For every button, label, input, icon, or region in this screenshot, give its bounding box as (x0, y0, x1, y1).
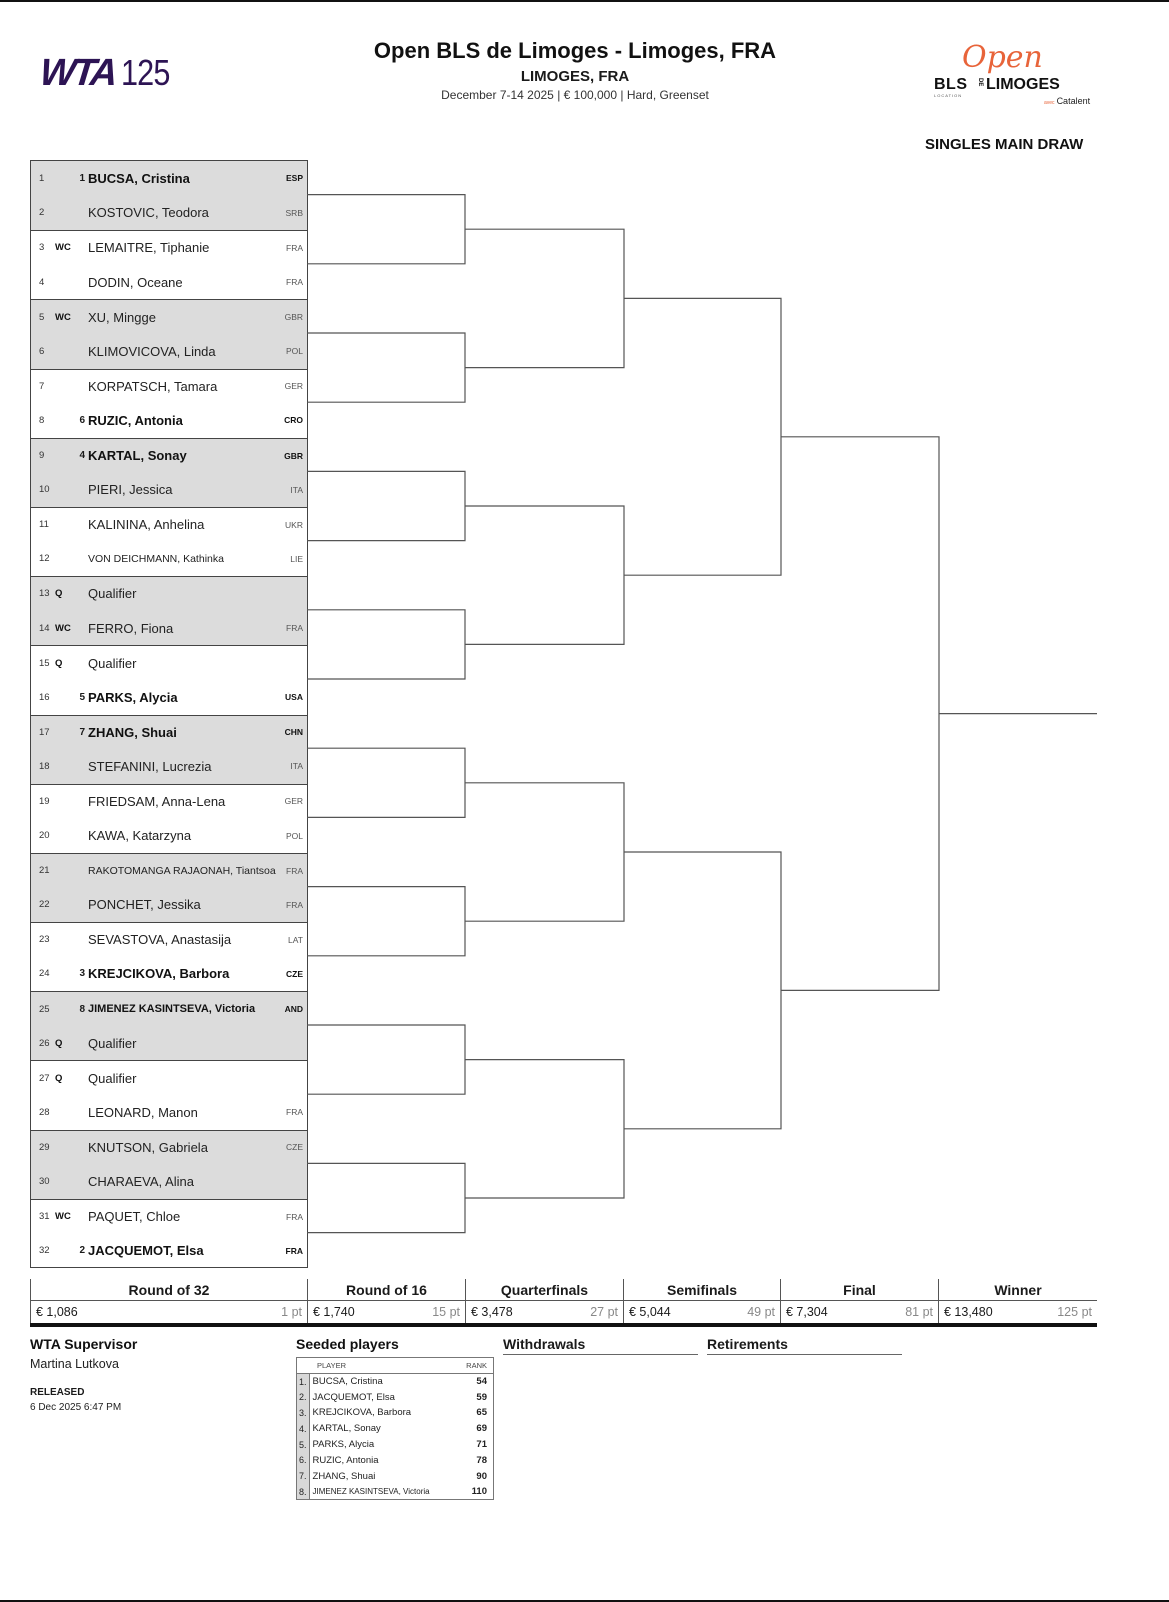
seed-number: 7 (79, 726, 85, 738)
draw-position: 15 (39, 657, 50, 669)
draw-position: 3 (39, 242, 45, 254)
round-label: Round of 16 (307, 1279, 465, 1300)
col-player: PLAYER (297, 1358, 461, 1374)
entry-tag: Q (55, 1037, 63, 1049)
col-rank: RANK (460, 1358, 493, 1374)
player-name: Qualifier (88, 655, 137, 671)
player-name: DODIN, Oceane (88, 274, 183, 290)
seed-index: 8. (297, 1484, 310, 1500)
logo-bls: BLS (934, 76, 968, 93)
round-prize-cell (623, 1301, 780, 1323)
draw-position: 1 (39, 172, 45, 184)
draw-position: 7 (39, 380, 45, 392)
draw-position: 5 (39, 311, 45, 323)
seed-number: 3 (79, 968, 85, 980)
player-name: Qualifier (88, 1070, 137, 1086)
player-nationality: FRA (286, 277, 303, 288)
seed-number: 4 (79, 450, 85, 462)
rounds-prize-table (30, 1279, 1097, 1327)
round-label: Quarterfinals (465, 1279, 623, 1300)
draw-position: 16 (39, 691, 50, 703)
seed-index: 5. (297, 1437, 310, 1453)
draw-position: 6 (39, 345, 45, 357)
seeded-player-row (297, 1405, 494, 1421)
seeded-players-heading: Seeded players (296, 1336, 399, 1352)
player-name: FRIEDSAM, Anna-Lena (88, 793, 226, 809)
seeded-player-name: KARTAL, Sonay (312, 1423, 381, 1435)
player-nationality: USA (285, 692, 303, 703)
seeded-player-name: KREJCIKOVA, Barbora (312, 1407, 412, 1419)
seed-number: 1 (79, 172, 85, 184)
wta-mark: WTA (37, 52, 117, 94)
seeded-player-row (297, 1374, 494, 1390)
player-name: KAWA, Katarzyna (88, 828, 192, 844)
supervisor-heading: WTA Supervisor (30, 1336, 138, 1352)
player-nationality: AND (284, 1004, 303, 1015)
seeded-player-name: PARKS, Alycia (312, 1439, 375, 1451)
ranking-points: 49 pt (747, 1305, 775, 1319)
seeded-player-name: BUCSA, Cristina (312, 1376, 383, 1388)
draw-position: 17 (39, 726, 50, 738)
seed-index: 3. (297, 1405, 310, 1421)
player-name: CHARAEVA, Alina (88, 1174, 194, 1190)
released-label: RELEASED (30, 1387, 85, 1398)
player-nationality: LIE (290, 553, 303, 564)
player-name: BUCSA, Cristina (88, 170, 190, 186)
logo-avec: avec (1044, 100, 1055, 106)
draw-position: 19 (39, 795, 50, 807)
seed-number: 8 (79, 1003, 85, 1015)
seeded-player-rank: 90 (476, 1470, 487, 1482)
player-nationality: FRA (286, 1107, 303, 1118)
seed-index: 7. (297, 1468, 310, 1484)
round-label: Final (780, 1279, 938, 1300)
supervisor-name: Martina Lutkova (30, 1357, 119, 1371)
released-timestamp: 6 Dec 2025 6:47 PM (30, 1402, 122, 1413)
draw-position: 20 (39, 830, 50, 842)
player-nationality: ESP (285, 173, 303, 184)
entry-tag: Q (55, 657, 63, 669)
prize-money: € 3,478 (471, 1305, 513, 1319)
seeded-player-rank: 65 (476, 1407, 487, 1419)
withdrawals-heading: Withdrawals (503, 1336, 698, 1355)
seeded-player-row (297, 1389, 494, 1405)
player-nationality: CZE (286, 1142, 303, 1153)
draw-position: 11 (39, 519, 49, 531)
player-nationality: ITA (290, 484, 303, 495)
draw-position: 10 (39, 484, 50, 496)
retirements-heading: Retirements (707, 1336, 902, 1355)
player-nationality: ITA (290, 761, 303, 772)
player-name: PIERI, Jessica (88, 482, 173, 498)
player-nationality: SRB (285, 207, 303, 218)
player-name: KREJCIKOVA, Barbora (88, 966, 230, 982)
draw-position: 13 (39, 588, 50, 600)
tournament-title: Open BLS de Limoges - Limoges, FRA (373, 38, 777, 63)
player-name: RAKOTOMANGA RAJAONAH, Tiantsoa (88, 864, 276, 877)
seeded-player-row (297, 1437, 494, 1453)
player-name: FERRO, Fiona (88, 620, 174, 636)
player-name: KARTAL, Sonay (88, 448, 187, 464)
player-name: VON DEICHMANN, Kathinka (88, 552, 224, 565)
draw-position: 25 (39, 1003, 50, 1015)
entry-tag: WC (55, 622, 71, 634)
player-name: RUZIC, Antonia (88, 412, 183, 428)
seeded-player-rank: 78 (476, 1454, 487, 1466)
player-name: KALININA, Anhelina (88, 517, 205, 533)
seeded-player-rank: 54 (476, 1376, 487, 1388)
entry-tag: WC (55, 311, 71, 323)
player-name: KNUTSON, Gabriela (88, 1139, 208, 1155)
seeded-player-row (297, 1484, 494, 1500)
prize-money: € 13,480 (944, 1305, 993, 1319)
round-prize-cell (938, 1301, 1097, 1323)
player-nationality: GER (284, 381, 303, 392)
player-nationality: FRA (286, 899, 303, 910)
player-name: LEONARD, Manon (88, 1104, 198, 1120)
player-name: PARKS, Alycia (88, 689, 178, 705)
player-nationality: CZE (286, 968, 303, 979)
logo-location: LOCATION (934, 93, 963, 98)
player-name: ZHANG, Shuai (88, 724, 177, 740)
player-nationality: FRA (286, 1211, 303, 1222)
draw-position: 31 (39, 1211, 50, 1223)
entry-tag: WC (55, 242, 71, 254)
seed-number: 2 (79, 1245, 85, 1257)
draw-position: 24 (39, 968, 50, 980)
seeded-player-name: JACQUEMOT, Elsa (312, 1391, 395, 1403)
player-nationality: UKR (285, 519, 303, 530)
player-nationality: LAT (288, 934, 303, 945)
ranking-points: 125 pt (1057, 1305, 1092, 1319)
player-name: PAQUET, Chloe (88, 1209, 181, 1225)
seeded-player-row (297, 1421, 494, 1437)
draw-position: 14 (39, 622, 50, 634)
prize-money: € 1,740 (313, 1305, 355, 1319)
player-name: Qualifier (88, 586, 137, 602)
player-name: KLIMOVICOVA, Linda (88, 343, 216, 359)
seeded-player-row (297, 1452, 494, 1468)
round-label: Round of 32 (30, 1279, 307, 1300)
seeded-player-row (297, 1468, 494, 1484)
seed-index: 2. (297, 1389, 310, 1405)
entry-tag: Q (55, 1072, 63, 1084)
player-nationality: GBR (284, 450, 303, 461)
logo-catalent: Catalent (1056, 96, 1091, 106)
rounds-prize-row (30, 1301, 1097, 1327)
round-label: Winner (938, 1279, 1097, 1300)
seeded-player-rank: 59 (476, 1391, 487, 1403)
seeded-player-rank: 71 (476, 1439, 487, 1451)
seeded-player-name: RUZIC, Antonia (312, 1454, 379, 1466)
tournament-meta: December 7-14 2025 | € 100,000 | Hard, Greenset (441, 88, 709, 102)
round-prize-cell (780, 1301, 938, 1323)
prize-money: € 1,086 (36, 1305, 78, 1319)
ranking-points: 1 pt (281, 1305, 302, 1319)
tournament-city: LIMOGES, FRA (520, 68, 630, 85)
seed-index: 6. (297, 1452, 310, 1468)
draw-position: 4 (39, 276, 45, 288)
player-nationality: GER (284, 796, 303, 807)
seed-number: 6 (79, 414, 85, 426)
player-name: Qualifier (88, 1035, 137, 1051)
player-nationality: GBR (284, 312, 303, 323)
ranking-points: 15 pt (432, 1305, 460, 1319)
player-name: LEMAITRE, Tiphanie (88, 240, 210, 256)
entry-tag: Q (55, 588, 63, 600)
seeded-players-block (296, 1336, 494, 1500)
player-nationality: CRO (284, 415, 303, 426)
player-nationality: FRA (286, 865, 303, 876)
draw-position: 27 (39, 1072, 50, 1084)
player-nationality: POL (285, 346, 303, 357)
prize-money: € 5,044 (629, 1305, 671, 1319)
player-name: STEFANINI, Lucrezia (88, 758, 212, 774)
draw-position: 23 (39, 934, 50, 946)
draw-position: 8 (39, 414, 45, 426)
draw-position: 26 (39, 1037, 50, 1049)
player-name: SEVASTOVA, Anastasija (88, 932, 232, 948)
player-nationality: FRA (286, 242, 303, 253)
player-nationality: FRA (285, 1245, 303, 1256)
logo-limoges: LIMOGES (986, 76, 1060, 93)
draw-position: 28 (39, 1106, 50, 1118)
player-name: PONCHET, Jessika (88, 897, 201, 913)
draw-position: 29 (39, 1141, 50, 1153)
player-nationality: POL (285, 830, 303, 841)
seeded-player-name: JIMENEZ KASINTSEVA, Victoria (312, 1487, 430, 1497)
seed-index: 1. (297, 1374, 310, 1390)
draw-position: 22 (39, 899, 50, 911)
seed-index: 4. (297, 1421, 310, 1437)
round-prize-cell (465, 1301, 623, 1323)
player-name: JIMENEZ KASINTSEVA, Victoria (88, 1003, 256, 1016)
seeded-players-table (296, 1357, 494, 1500)
supervisor-block (30, 1336, 137, 1413)
player-nationality: CHN (284, 727, 303, 738)
seed-number: 5 (79, 691, 85, 703)
seeded-header-row (297, 1358, 494, 1374)
ranking-points: 27 pt (590, 1305, 618, 1319)
player-name: JACQUEMOT, Elsa (88, 1243, 204, 1259)
draw-position: 2 (39, 207, 45, 219)
entry-tag: WC (55, 1211, 71, 1223)
seeded-player-rank: 69 (476, 1423, 487, 1435)
prize-money: € 7,304 (786, 1305, 828, 1319)
draw-position: 9 (39, 450, 45, 462)
round-label: Semifinals (623, 1279, 780, 1300)
logo-open-script: Open (962, 40, 1043, 75)
player-name: KOSTOVIC, Teodora (88, 205, 209, 221)
draw-position: 30 (39, 1176, 50, 1188)
draw-position: 12 (39, 553, 50, 565)
draw-position: 21 (39, 865, 50, 877)
player-name: XU, Mingge (88, 309, 156, 325)
logo-de: DE (977, 78, 983, 87)
ranking-points: 81 pt (905, 1305, 933, 1319)
tier-level: 125 (120, 52, 170, 93)
seeded-player-name: ZHANG, Shuai (312, 1470, 376, 1482)
player-nationality: FRA (286, 623, 303, 634)
draw-position: 18 (39, 760, 50, 772)
seeded-player-rank: 110 (471, 1486, 487, 1498)
player-name: KORPATSCH, Tamara (88, 378, 218, 394)
draw-position: 32 (39, 1245, 50, 1257)
rounds-header-row (30, 1279, 1097, 1301)
round-prize-cell (307, 1301, 465, 1323)
draw-type-label: SINGLES MAIN DRAW (925, 136, 1084, 153)
round-prize-cell (30, 1301, 307, 1323)
